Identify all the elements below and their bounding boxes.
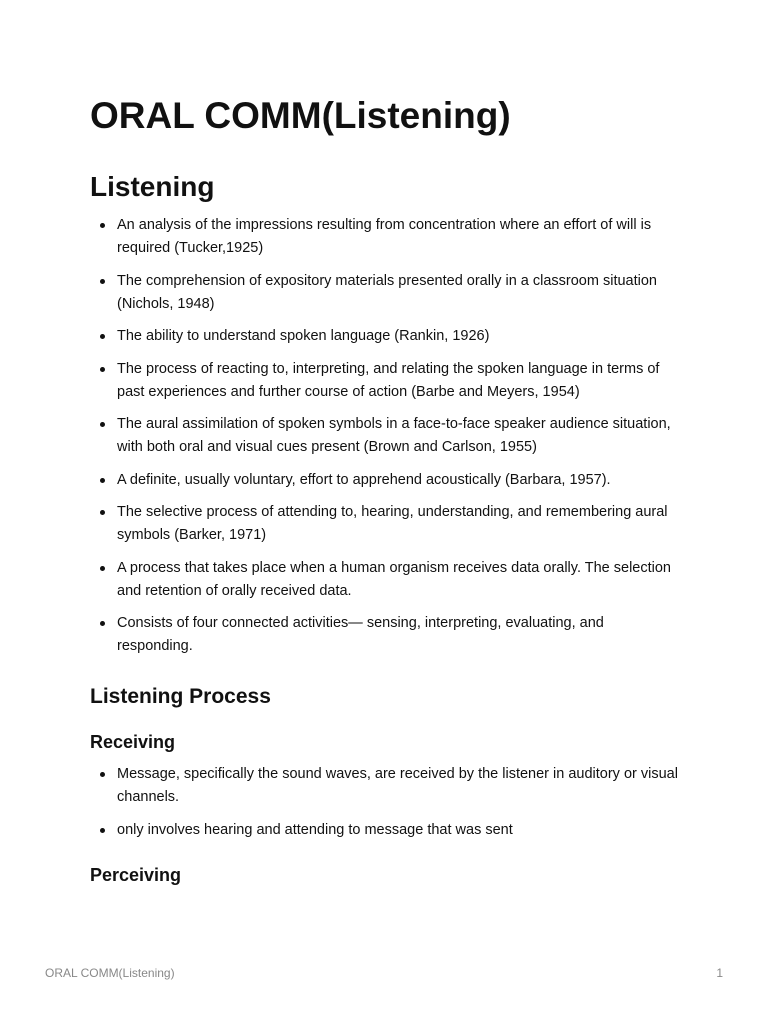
list-item (90, 763, 680, 809)
section-heading-listening: Listening (90, 171, 215, 202)
footer-document-title: ORAL COMM(Listening) (45, 966, 175, 980)
list-item (90, 501, 680, 547)
list-item-text: Message, specifically the sound waves, are received by the listener in auditory or visual channels. (117, 766, 678, 805)
list-item (90, 358, 680, 404)
list-item (90, 557, 680, 603)
subheading-perceiving: Perceiving (90, 865, 182, 885)
bullet-icon (100, 566, 105, 571)
section-heading-listening-process: Listening Process (90, 685, 271, 708)
list-item (90, 325, 680, 348)
receiving-list (90, 763, 680, 851)
bullet-icon (100, 223, 105, 228)
listening-definitions-list (90, 214, 680, 668)
list-item-text: The aural assimilation of spoken symbols in a face-to-face speaker audience situation, with both oral and visual cues present (Brown and Carlson, 1955) (117, 416, 671, 455)
list-item-text: The ability to understand spoken language (Rankin, 1926) (117, 328, 490, 344)
subheading-receiving: Receiving (90, 732, 176, 752)
list-item-text: Consists of four connected activities— sensing, interpreting, evaluating, and responding. (117, 615, 604, 654)
list-item-text: A process that takes place when a human organism receives data orally. The selection and retention of orally received data. (117, 559, 671, 599)
bullet-icon (100, 621, 105, 626)
bullet-icon (100, 422, 105, 427)
list-item (90, 214, 680, 260)
list-item (90, 612, 680, 658)
bullet-icon (100, 334, 105, 339)
list-item (90, 819, 680, 842)
list-item (90, 413, 680, 459)
list-item-text: The process of reacting to, interpreting, and relating the spoken language in terms of past experiences and further course of action (Barbe and Meyers, 1954) (117, 360, 660, 400)
document-title: ORAL COMM(Listening) (90, 95, 511, 136)
bullet-icon (100, 367, 105, 372)
bullet-icon (100, 279, 105, 284)
bullet-icon (100, 828, 105, 833)
list-item-text: A definite, usually voluntary, effort to apprehend acoustically (Barbara, 1957). (117, 471, 611, 488)
bullet-icon (100, 510, 105, 515)
list-item-text: The comprehension of expository materials presented orally in a classroom situation (Nichols, 1948) (117, 272, 657, 312)
footer-page-number: 1 (716, 966, 723, 980)
list-item (90, 270, 680, 316)
list-item-text: An analysis of the impressions resulting from concentration where an effort of will is required (Tucker,1925) (117, 217, 652, 256)
bullet-icon (100, 772, 105, 777)
list-item (90, 469, 680, 492)
bullet-icon (100, 478, 105, 483)
list-item-text: only involves hearing and attending to message that was sent (117, 821, 513, 838)
list-item-text: The selective process of attending to, hearing, understanding, and remembering aural symbols (Barker, 1971) (117, 504, 668, 543)
